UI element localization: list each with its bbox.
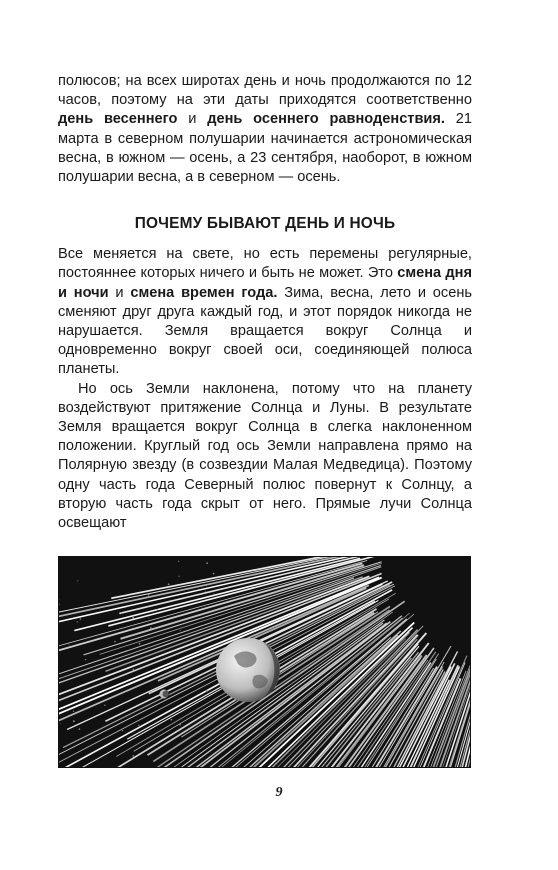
text-run: Все меняется на свете, но есть перемены регулярные, постояннее которых ничего и быть не может. Это: [58, 246, 472, 282]
text-run: Зима, весна, лето и осень сменяют друг друга каждый год, и этот порядок никогда не нарушается. Земля вращается вокруг Солнца и одновременно вокруг своей оси, соединяющей полюса планеты.: [58, 284, 472, 378]
paragraph-axis: [58, 380, 472, 534]
star: [201, 673, 202, 674]
star: [178, 561, 179, 562]
paragraph-changes: [58, 245, 472, 379]
star: [179, 724, 181, 726]
star: [213, 593, 214, 594]
star: [85, 659, 86, 660]
star: [77, 580, 78, 581]
star: [80, 618, 82, 620]
star: [180, 630, 181, 631]
text-run: и: [108, 284, 131, 301]
star: [139, 643, 141, 645]
star: [114, 641, 116, 643]
star: [60, 723, 61, 724]
text-run: и: [177, 111, 208, 128]
star: [205, 591, 206, 592]
star: [166, 752, 167, 753]
star: [121, 613, 123, 615]
star: [79, 728, 81, 730]
star: [178, 576, 179, 577]
bold-term: день осеннего равноденствия.: [207, 111, 445, 128]
star: [148, 594, 150, 596]
text-column: [58, 72, 472, 533]
text-run: 21 марта в северном полушарии начинается астрономическая весна, в южном — осень, а 23 сентября, наоборот, в южном полушарии весна, а в северном — осень.: [58, 111, 472, 186]
star: [122, 730, 123, 731]
star: [133, 669, 135, 671]
bold-term: день весеннего: [58, 111, 178, 128]
star: [157, 609, 158, 610]
star: [132, 755, 134, 757]
star: [132, 617, 134, 619]
star: [206, 562, 208, 564]
moon-shadow: [163, 691, 170, 698]
star: [104, 705, 105, 706]
text-run: полюсов; на всех широтах день и ночь продолжаются по 12 часов, поэтому на эти даты приходятся соответственно: [58, 73, 472, 109]
star: [69, 644, 70, 645]
star: [206, 690, 208, 692]
star: [149, 617, 150, 618]
star: [171, 719, 173, 721]
star: [150, 627, 152, 629]
star: [73, 720, 75, 722]
star: [168, 583, 170, 585]
star: [77, 621, 78, 622]
page-number: 9: [275, 785, 283, 800]
paragraph-equinox: [58, 72, 472, 187]
star: [197, 601, 198, 602]
star: [150, 691, 151, 692]
star: [213, 573, 215, 575]
bold-term: смена времен года.: [130, 284, 278, 301]
earth-globe: [216, 638, 280, 702]
star: [138, 725, 139, 726]
earth-sun-illustration: [58, 556, 471, 768]
section-heading: ПОЧЕМУ БЫВАЮТ ДЕНЬ И НОЧЬ: [134, 215, 396, 233]
bold-term: смена дня и ночи: [58, 265, 473, 301]
star: [73, 711, 74, 712]
text-run: Но ось Земли наклонена, потому что на планету воздействуют притяжение Солнца и Луны. В результате Земля вращается вокруг Солнца в слегка наклоненном положении. Круглый год ось Земли направлена прямо на Полярную звезду (в созвездии Малая Медведица). Поэтому одну часть года Северный полюс повернут к Солнцу, а вторую часть года скрыт от него. Прямые лучи Солнца освещают: [58, 380, 472, 532]
